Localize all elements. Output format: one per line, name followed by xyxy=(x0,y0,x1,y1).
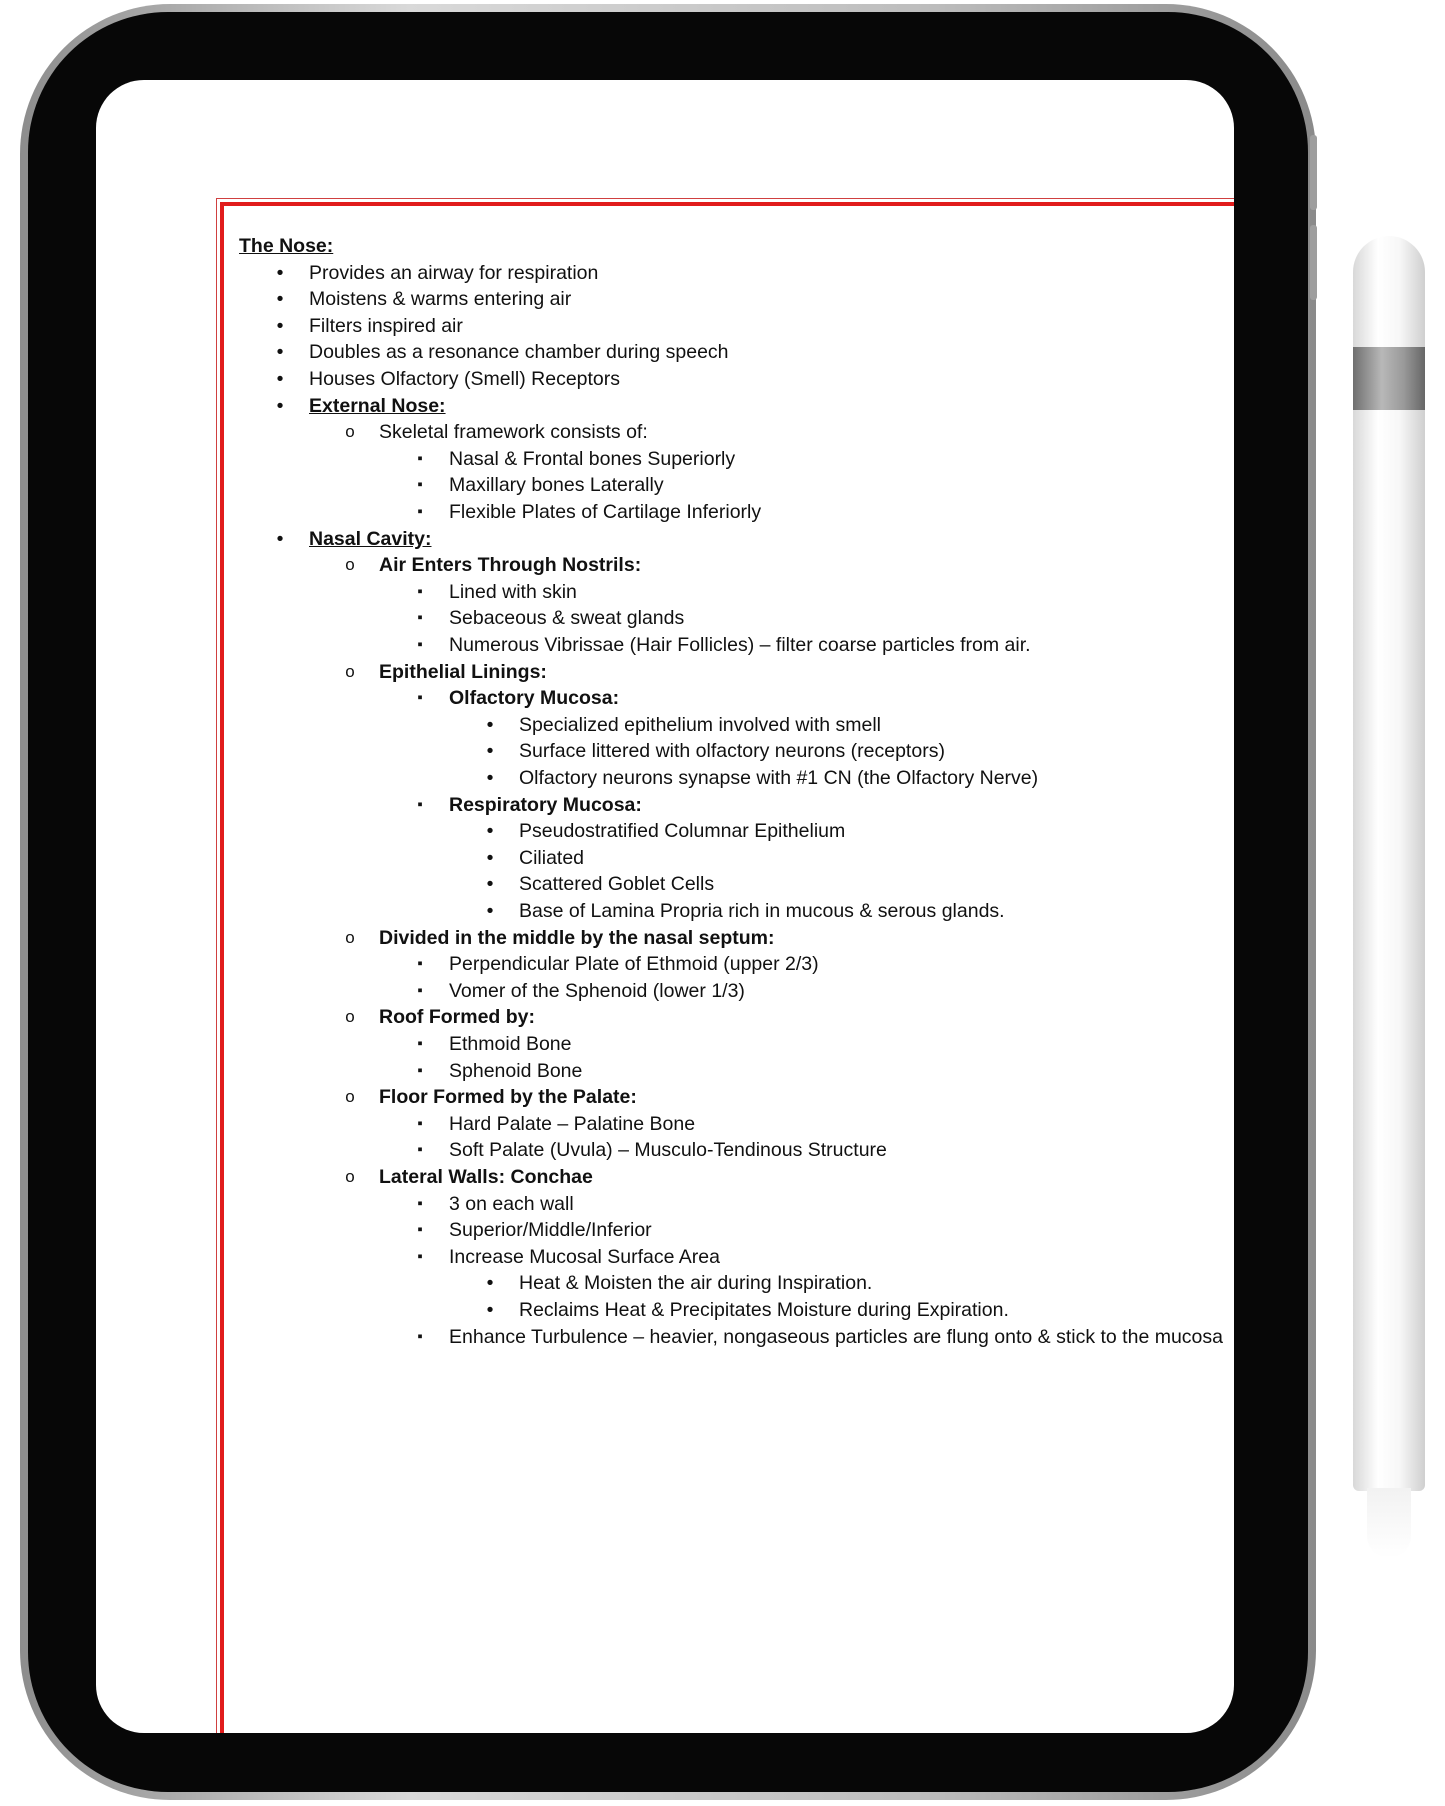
bullet-marker: • xyxy=(276,314,284,337)
bullet-marker: ▪ xyxy=(417,476,423,494)
bullet-marker: o xyxy=(345,555,355,575)
bullet-marker: ▪ xyxy=(417,689,423,707)
outline-item-level-3: Superior/Middle/Inferior xyxy=(449,1219,652,1242)
bullet-marker: o xyxy=(345,661,355,681)
outline-item-level-3: Increase Mucosal Surface Area xyxy=(449,1245,720,1268)
bullet-marker: • xyxy=(486,767,494,789)
bullet-marker: • xyxy=(276,261,284,284)
outline-item-level-2: Floor Formed by the Palate: xyxy=(379,1086,637,1109)
bullet-marker: • xyxy=(486,846,494,869)
volume-up-button xyxy=(1310,135,1317,210)
outline-item-level-1: Nasal Cavity: xyxy=(309,527,432,550)
outline-item-level-3: Enhance Turbulence – heavier, nongaseous particles are flung onto & stick to the mucosa xyxy=(449,1325,1223,1348)
outline-item-level-3: Olfactory Mucosa: xyxy=(449,687,620,710)
bullet-marker: • xyxy=(486,1272,494,1295)
outline-item-level-3: Sphenoid Bone xyxy=(449,1059,583,1082)
outline-item-level-3: Respiratory Mucosa: xyxy=(449,793,642,816)
bullet-marker: ▪ xyxy=(417,1194,423,1212)
stylus-pencil xyxy=(1353,236,1425,1491)
bullet-marker: • xyxy=(486,820,494,843)
bullet-marker: ▪ xyxy=(417,1247,423,1265)
outline-item-level-2: Skeletal framework consists of: xyxy=(379,421,648,444)
outline-item-level-3: Hard Palate – Palatine Bone xyxy=(449,1112,696,1135)
bullet-marker: • xyxy=(486,873,494,896)
bullet-marker: ▪ xyxy=(417,955,423,973)
bullet-marker: ▪ xyxy=(417,1327,423,1345)
stylus-tip xyxy=(1367,1488,1411,1558)
outline-item-level-4: Ciliated xyxy=(519,846,585,869)
outline-item-level-4: Reclaims Heat & Precipitates Moisture during Expiration. xyxy=(519,1299,1009,1321)
outline-item-level-4: Scattered Goblet Cells xyxy=(519,873,715,896)
outline-item-level-3: Vomer of the Sphenoid (lower 1/3) xyxy=(449,979,745,1002)
bullet-marker: • xyxy=(276,288,284,311)
bullet-marker: ▪ xyxy=(417,503,423,520)
outline-item-level-3: Sebaceous & sweat glands xyxy=(449,607,685,630)
bullet-marker: ▪ xyxy=(417,609,423,627)
bullet-marker: ▪ xyxy=(417,795,423,813)
outline-item-level-4: Pseudostratified Columnar Epithelium xyxy=(519,820,846,843)
bullet-marker: • xyxy=(276,368,284,390)
outline-item-level-1: Houses Olfactory (Smell) Receptors xyxy=(309,368,621,390)
bullet-marker: o xyxy=(345,1167,355,1186)
bullet-marker: • xyxy=(486,1299,494,1321)
outline-item-level-3: Lined with skin xyxy=(449,580,577,603)
tablet-screen xyxy=(96,80,1234,1733)
outline-item-level-3: Flexible Plates of Cartilage Inferiorly xyxy=(449,501,762,523)
stylus-band xyxy=(1353,347,1425,410)
bullet-marker: • xyxy=(276,341,284,364)
bullet-marker: ▪ xyxy=(417,1114,423,1132)
bullet-marker: o xyxy=(345,422,355,442)
outline-item-level-1: Moistens & warms entering air xyxy=(309,288,572,311)
outline-item-level-2: Air Enters Through Nostrils: xyxy=(379,554,642,577)
outline-item-level-4: Specialized epithelium involved with smell xyxy=(519,713,882,736)
outline-item-level-3: Nasal & Frontal bones Superiorly xyxy=(449,447,736,470)
bullet-marker: • xyxy=(486,713,494,736)
bullet-marker: • xyxy=(276,527,284,550)
document-title: The Nose: xyxy=(239,235,334,257)
outline-item-level-4: Olfactory neurons synapse with #1 CN (the Olfactory Nerve) xyxy=(519,767,1039,789)
bullet-marker: o xyxy=(345,1087,355,1107)
bullet-marker: ▪ xyxy=(417,981,423,999)
bullet-marker: • xyxy=(276,394,284,417)
outline-item-level-2: Divided in the middle by the nasal septum: xyxy=(379,926,775,949)
bullet-marker: ▪ xyxy=(417,449,423,467)
outline-item-level-1: Filters inspired air xyxy=(309,314,463,337)
outline-item-level-4: Base of Lamina Propria rich in mucous & serous glands. xyxy=(519,900,1005,922)
outline-item-level-1: External Nose: xyxy=(309,394,446,417)
outline-item-level-2: Roof Formed by: xyxy=(379,1006,535,1029)
outline-item-level-3: Ethmoid Bone xyxy=(449,1033,572,1055)
outline-item-level-2: Epithelial Linings: xyxy=(379,660,547,683)
bullet-marker: ▪ xyxy=(417,1061,423,1079)
outline-item-level-2: Lateral Walls: Conchae xyxy=(379,1166,593,1188)
bullet-marker: ▪ xyxy=(417,582,423,600)
outline-item-level-3: Perpendicular Plate of Ethmoid (upper 2/3) xyxy=(449,953,819,976)
outline-item-level-1: Doubles as a resonance chamber during speech xyxy=(309,341,729,364)
outline-item-level-3: Soft Palate (Uvula) – Musculo-Tendinous Structure xyxy=(449,1139,887,1162)
outline-item-level-3: Maxillary bones Laterally xyxy=(449,474,664,497)
outline-item-level-4: Heat & Moisten the air during Inspiration. xyxy=(519,1272,873,1295)
outline-item-level-3: 3 on each wall xyxy=(449,1192,574,1215)
bullet-marker: ▪ xyxy=(417,636,423,653)
bullet-marker: o xyxy=(345,927,355,947)
volume-down-button xyxy=(1310,225,1317,300)
bullet-marker: • xyxy=(486,740,494,763)
bullet-marker: ▪ xyxy=(417,1035,423,1052)
bullet-marker: • xyxy=(486,900,494,922)
outline-item-level-3: Numerous Vibrissae (Hair Follicles) – filter coarse particles from air. xyxy=(449,634,1031,656)
bullet-marker: ▪ xyxy=(417,1141,423,1159)
outline-item-level-1: Provides an airway for respiration xyxy=(309,261,599,284)
outline-item-level-4: Surface littered with olfactory neurons (receptors) xyxy=(519,740,945,763)
bullet-marker: o xyxy=(345,1007,355,1027)
bullet-marker: ▪ xyxy=(417,1221,423,1239)
